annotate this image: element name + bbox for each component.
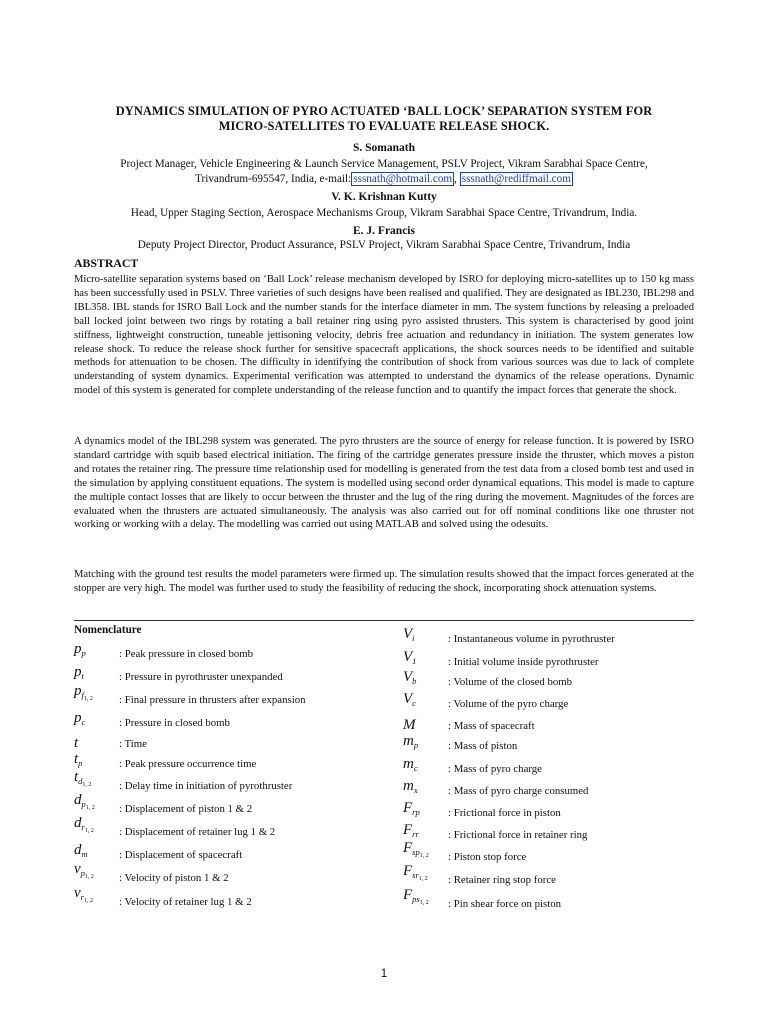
- symbol-subsubscript: 1, 2: [84, 828, 94, 834]
- symbol-base: M: [403, 717, 416, 733]
- symbol-base: d: [74, 815, 82, 831]
- symbol-base: p: [74, 683, 82, 699]
- nomenclature-right-row: [403, 734, 708, 754]
- nomenclature-right-row: [403, 863, 708, 888]
- symbol-base: v: [74, 885, 81, 901]
- symbol-subscript: 1: [412, 656, 417, 666]
- symbol: [74, 842, 88, 862]
- symbol-subsubscript: 1, 2: [84, 874, 94, 880]
- symbol-description: : Mass of piston: [448, 740, 518, 752]
- abstract-paragraph-2: A dynamics model of the IBL298 system was generated. The pyro thrusters are the source of energy for release function. It is powered by ISRO standard cartridge with squib based electrical initiation. The firing of the cartridge generates pressure inside the thruster, which moves a piston and rotates the retainer ring. The pressure time relationship used for modelling is generated from the test data from a closed bomb test and used in the simulation by applying constituent equations. The system is modelled using second order dynamical equations. This model is made to capture the multiple contact losses that are likely to occur between the thruster and the lug of the ring during the movement. Magnitudes of the forces are evaluated when the thrusters are actuated simultaneously. The analysis was also carried out for off nominal conditions like one thruster not working or working with a delay. The modelling was carried out using MATLAB and solved using the odesuits.: [74, 436, 694, 531]
- symbol: [403, 626, 415, 646]
- symbol: [74, 641, 86, 661]
- symbol-description: : Velocity of retainer lug 1 & 2: [119, 896, 252, 908]
- symbol: [403, 863, 428, 887]
- symbol: [403, 756, 418, 776]
- symbol-description: : Mass of pyro charge consumed: [448, 785, 589, 797]
- author-name-3: E. J. Francis: [353, 225, 415, 237]
- symbol-subscript: x: [413, 785, 418, 795]
- symbol-subscript: t: [81, 671, 84, 681]
- nomenclature-left-row: [74, 732, 379, 752]
- symbol: [74, 769, 91, 793]
- symbol-base: V: [403, 669, 413, 685]
- symbol-subscript: c: [413, 763, 418, 773]
- symbol-base: m: [403, 778, 414, 794]
- symbol-description: : Initial volume inside pyrothruster: [448, 656, 599, 668]
- symbol-subsubscript: 1, 2: [82, 782, 92, 788]
- nomenclature-right-row: [403, 887, 708, 912]
- symbol-subsubscript: 1, 2: [83, 696, 93, 702]
- symbol-description: : Displacement of spacecraft: [119, 849, 243, 861]
- nomenclature-right-row: [403, 779, 708, 799]
- symbol-subscript: rr: [412, 829, 419, 839]
- symbol-subscript: p: [80, 868, 85, 878]
- symbol-subsubscript: 1, 2: [418, 876, 428, 882]
- author-name-2: V. K. Krishnan Kutty: [331, 191, 437, 203]
- nomenclature-right-row: [403, 714, 708, 734]
- title-line-2: MICRO-SATELLITES TO EVALUATE RELEASE SHOCK.: [218, 119, 550, 133]
- symbol-description: : Pressure in closed bomb: [119, 717, 230, 729]
- symbol-base: F: [403, 863, 413, 879]
- symbol-base: p: [74, 664, 82, 680]
- symbol-subscript: p: [78, 758, 83, 768]
- author-affiliation-3: Deputy Project Director, Product Assurance, PSLV Project, Vikram Sarabhai Space Centre, Trivandrum, India: [137, 239, 631, 251]
- email-link-2[interactable]: sssnath@rediffmail.com: [461, 173, 571, 185]
- symbol-description: : Peak pressure occurrence time: [119, 758, 257, 770]
- symbol-description: : Time: [119, 738, 147, 750]
- nomenclature-left-row: [74, 642, 379, 662]
- symbol-subscript: i: [412, 633, 415, 643]
- symbol-description: : Volume of the pyro charge: [448, 698, 569, 710]
- symbol-subscript: sr: [412, 870, 419, 880]
- symbol: [74, 735, 78, 751]
- symbol-description: : Displacement of piston 1 & 2: [119, 803, 253, 815]
- symbol-base: d: [74, 792, 82, 808]
- symbol-base: d: [74, 842, 82, 858]
- symbol: [403, 669, 416, 689]
- symbol: [74, 664, 84, 684]
- symbol-subscript: r: [80, 892, 84, 902]
- symbol: [74, 861, 94, 885]
- symbol: [74, 683, 93, 707]
- symbol-base: v: [74, 861, 81, 877]
- nomenclature-left-row: [74, 665, 379, 685]
- nomenclature-left-row: [74, 815, 379, 840]
- nomenclature-left-row: [74, 861, 379, 886]
- symbol: [403, 733, 418, 753]
- affiliation-prefix: Trivandrum-695547, India, e-mail:: [195, 173, 352, 185]
- nomenclature-right-row: [403, 627, 708, 647]
- paper-title: [74, 104, 694, 134]
- symbol: [403, 840, 429, 864]
- nomenclature-left-row: [74, 711, 379, 731]
- symbol: [403, 887, 429, 911]
- affiliation-line-1: Project Manager, Vehicle Engineering & Launch Service Management, PSLV Project, Vikram Sarabhai Space Centre,: [120, 158, 648, 170]
- symbol-base: m: [403, 733, 414, 749]
- symbol: [403, 778, 418, 798]
- symbol-description: : Instantaneous volume in pyrothruster: [448, 633, 615, 645]
- symbol-description: : Volume of the closed bomb: [448, 676, 573, 688]
- symbol: [403, 717, 416, 733]
- nomenclature-right-row: [403, 650, 708, 670]
- symbol-description: : Velocity of piston 1 & 2: [119, 872, 229, 884]
- symbol-description: : Frictional force in piston: [448, 807, 561, 819]
- symbol-subscript: ps: [412, 894, 420, 904]
- symbol-subsubscript: 1, 2: [85, 805, 95, 811]
- symbol-base: t: [74, 751, 79, 767]
- symbol-subscript: f: [81, 690, 84, 700]
- email-link-1[interactable]: sssnath@hotmail.com: [353, 173, 453, 185]
- symbol-base: t: [74, 769, 79, 785]
- abstract-paragraph-1: Micro-satellite separation systems based on ‘Ball Lock’ release mechanism developed by ISRO for deploying micro-satellites up to 150 kg mass has been successfully used in PSLV. Three varieties of such designs have been realised and qualified. They are designated as IBL230, IBL298 and IBL358. IBL stands for ISRO Ball Lock and the number stands for the interface diameter in mm. The system functions by releasing a preloaded ball locked joint between two rings by rotating a ball retainer ring using pyro assisted thrusters. This system is characterised by good joint stiffness, lightweight construction, tuneable jettisoning velocity, debris free actuation and redundancy in initiation. The system generates low release shock. To reduce the release shock further for sensitive spacecraft applications, the shock sources needs to be identified and suitable methods for attenuation to be chosen. The difficulty in identifying the contribution of shock from various sources was due to lack of complete understanding of system dynamics. Experimental verification was attempted to understand the dynamics of the release operations. Dynamic model of this system is generated for complete understanding of the release function and to quantify the impact forces that generate the shock.: [74, 274, 694, 397]
- symbol-subscript: sp: [412, 847, 420, 857]
- symbol: [74, 751, 82, 771]
- symbol-base: p: [74, 710, 82, 726]
- symbol-base: F: [403, 840, 413, 856]
- symbol-base: m: [403, 756, 414, 772]
- title-line-1: DYNAMICS SIMULATION OF PYRO ACTUATED ‘BALL LOCK’ SEPARATION SYSTEM FOR: [115, 104, 653, 118]
- symbol-subscript: p: [81, 648, 86, 658]
- symbol-description: : Piston stop force: [448, 851, 527, 863]
- symbol: [403, 691, 416, 711]
- email-separator: ,: [454, 173, 457, 185]
- symbol-base: V: [403, 691, 413, 707]
- author-affiliation-1: [74, 157, 694, 187]
- symbol-base: F: [403, 887, 413, 903]
- symbol-description: : Pin shear force on piston: [448, 898, 562, 910]
- nomenclature-left-row: [74, 885, 379, 910]
- symbol-subscript: c: [81, 717, 86, 727]
- symbol: [403, 649, 416, 669]
- nomenclature-left-row: [74, 683, 379, 708]
- symbol: [74, 885, 93, 909]
- nomenclature-right-row: [403, 840, 708, 865]
- abstract-paragraph-3: Matching with the ground test results the model parameters were firmed up. The simulation results showed that the impact forces generated at the stopper are very high. The model was further used to study the feasibility of reducing the shock, incorporating shock attenuation systems.: [74, 569, 694, 594]
- symbol-subscript: m: [81, 849, 88, 859]
- nomenclature-right-row: [403, 692, 708, 712]
- symbol-base: V: [403, 649, 413, 665]
- symbol-subscript: p: [413, 740, 419, 750]
- section-divider: [74, 620, 694, 621]
- symbol-base: p: [74, 641, 82, 657]
- symbol-subscript: p: [81, 799, 86, 809]
- symbol: [403, 800, 420, 820]
- symbol-description: : Delay time in initiation of pyrothruster: [119, 780, 293, 792]
- nomenclature-left-row: [74, 843, 379, 863]
- symbol-description: : Pressure in pyrothruster unexpanded: [119, 671, 283, 683]
- symbol-description: : Mass of spacecraft: [448, 720, 535, 732]
- symbol-description: : Frictional force in retainer ring: [448, 829, 588, 841]
- nomenclature-right-row: [403, 757, 708, 777]
- nomenclature-heading: Nomenclature: [74, 624, 142, 636]
- symbol-subscript: rp: [412, 807, 420, 817]
- symbol-subscript: b: [412, 676, 417, 686]
- nomenclature-left-row: [74, 792, 379, 817]
- symbol-description: : Peak pressure in closed bomb: [119, 648, 254, 660]
- symbol-subscript: r: [81, 822, 85, 832]
- symbol-description: : Mass of pyro charge: [448, 763, 542, 775]
- symbol-base: t: [74, 735, 79, 751]
- symbol-subsubscript: 1, 2: [419, 853, 429, 859]
- author-affiliation-2: Head, Upper Staging Section, Aerospace Mechanisms Group, Vikram Sarabhai Space Centre, Trivandrum, India.: [130, 207, 638, 219]
- symbol-description: : Retainer ring stop force: [448, 874, 556, 886]
- nomenclature-left-row: [74, 769, 379, 794]
- nomenclature-right-row: [403, 801, 708, 821]
- abstract-heading: ABSTRACT: [74, 256, 139, 270]
- symbol-description: : Final pressure in thrusters after expansion: [119, 694, 306, 706]
- symbol-description: : Displacement of retainer lug 1 & 2: [119, 826, 276, 838]
- affiliation-line-2: [74, 172, 694, 187]
- symbol-subsubscript: 1, 2: [83, 898, 93, 904]
- nomenclature-right-row: [403, 823, 708, 843]
- nomenclature-left-row: [74, 752, 379, 772]
- symbol-subscript: c: [412, 698, 416, 708]
- symbol: [403, 822, 419, 842]
- symbol-subsubscript: 1, 2: [419, 900, 429, 906]
- author-name-1: S. Somanath: [353, 142, 415, 154]
- page-number: 1: [380, 968, 388, 980]
- symbol-subscript: d: [78, 776, 83, 786]
- symbol: [74, 710, 85, 730]
- nomenclature-right-row: [403, 670, 708, 690]
- symbol-base: F: [403, 800, 413, 816]
- symbol: [74, 792, 95, 816]
- symbol-base: V: [403, 626, 413, 642]
- symbol-base: F: [403, 822, 413, 838]
- symbol: [74, 815, 94, 839]
